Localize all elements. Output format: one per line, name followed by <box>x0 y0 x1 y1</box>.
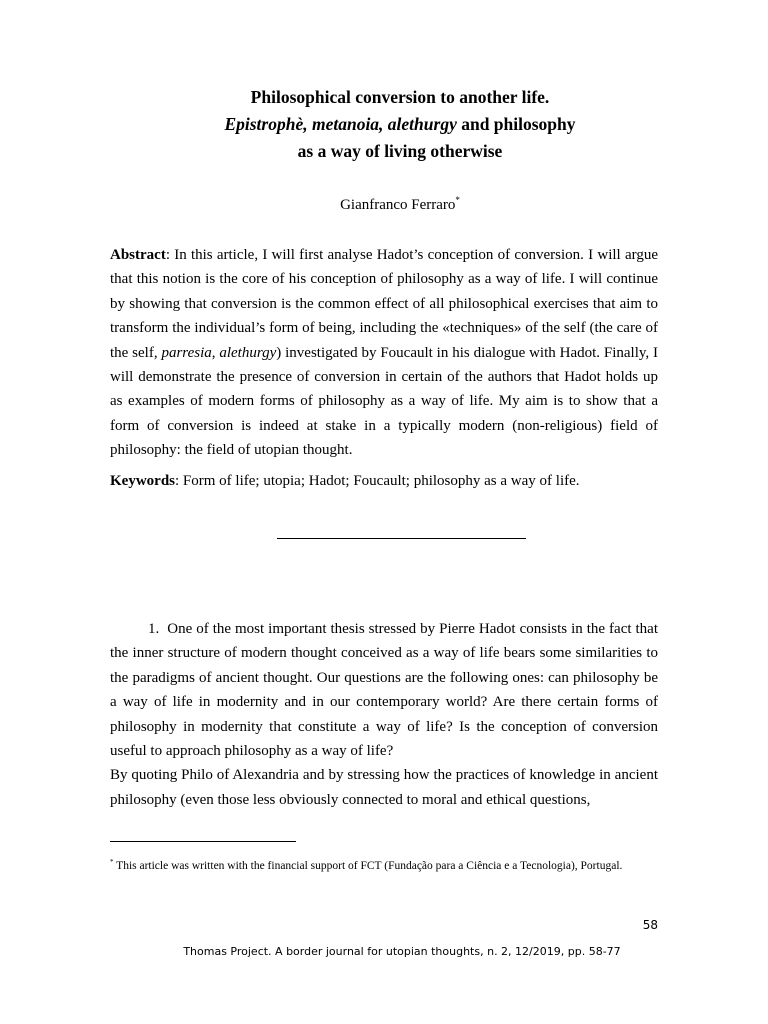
footnote-text: This article was written with the financial support of FCT (Fundação para a Ciência e a Tecnologia), Portugal. <box>113 859 623 872</box>
body-paragraph-1: 1. One of the most important thesis stressed by Pierre Hadot consists in the fact that the inner structure of modern thought conceived as a way of life bears some similarities to the paradigms of ancient thought. Our questions are the following ones: can philosophy be a way of life in modernity and in our contemporary world? Are there certain forms of philosophy in modernity that constitute a way of life? Is the conception of conversion useful to approach philosophy as a way of life? <box>110 621 658 760</box>
journal-citation: Thomas Project. A border journal for utopian thoughts, n. 2, 12/2019, pp. 58-77 <box>183 945 621 958</box>
abstract-term-parresia: parresia <box>161 344 212 361</box>
author-name: Gianfranco Ferraro <box>340 197 456 213</box>
keywords <box>110 469 658 493</box>
footnote-mark: * <box>110 858 114 866</box>
abstract-separator: : <box>165 247 175 263</box>
abstract-term-alethurgy: alethurgy <box>219 344 277 361</box>
abstract-text-2: ) investigated by Foucault in his dialogue with Hadot. Finally, I will demonstrate the presence of conversion in certain of the authors that Hadot holds up as examples of modern forms of philosophy as a way of life. My aim is to show that a form of conversion is indeed at stake in a typically modern (non-religious) field of philosophy: the field of utopian thought. <box>110 344 659 459</box>
keywords-label: Keywords <box>110 473 175 489</box>
section-divider <box>277 538 526 539</box>
body-paragraph-2: By quoting Philo of Alexandria and by stressing how the practices of knowledge in ancient philosophy (even those less obviously connected to moral and ethical questions, <box>110 767 658 808</box>
title-line-1: Philosophical conversion to another life. <box>250 87 550 107</box>
author-footnote-mark[interactable]: * <box>455 195 460 205</box>
abstract-text-1: In this article, I will first analyse Hadot’s conception of conversion. I will argue that this notion is the core of his conception of philosophy as a way of life. I will continue by showing that conversion is the common effect of all philosophical exercises that aim to transform the individual’s form of being, including the «techniques» of the self (the care of the self, <box>110 247 658 361</box>
page-number: 58 <box>642 918 658 932</box>
author-line <box>0 195 768 214</box>
footnote-divider <box>110 841 296 842</box>
abstract <box>110 243 658 463</box>
footnote <box>110 851 658 877</box>
keywords-separator: : <box>175 473 183 489</box>
article-title <box>0 84 768 165</box>
body-text <box>110 617 658 812</box>
abstract-comma: , <box>211 344 220 361</box>
abstract-label: Abstract <box>110 247 166 263</box>
title-line-2-italic: Epistrophè, metanoia, alethurgy <box>224 114 457 134</box>
keywords-text: Form of life; utopia; Hadot; Foucault; philosophy as a way of life. <box>182 473 580 489</box>
title-line-2 <box>0 111 768 138</box>
title-line-3: as a way of living otherwise <box>297 141 503 161</box>
title-line-2-rest: and philosophy <box>456 114 576 134</box>
